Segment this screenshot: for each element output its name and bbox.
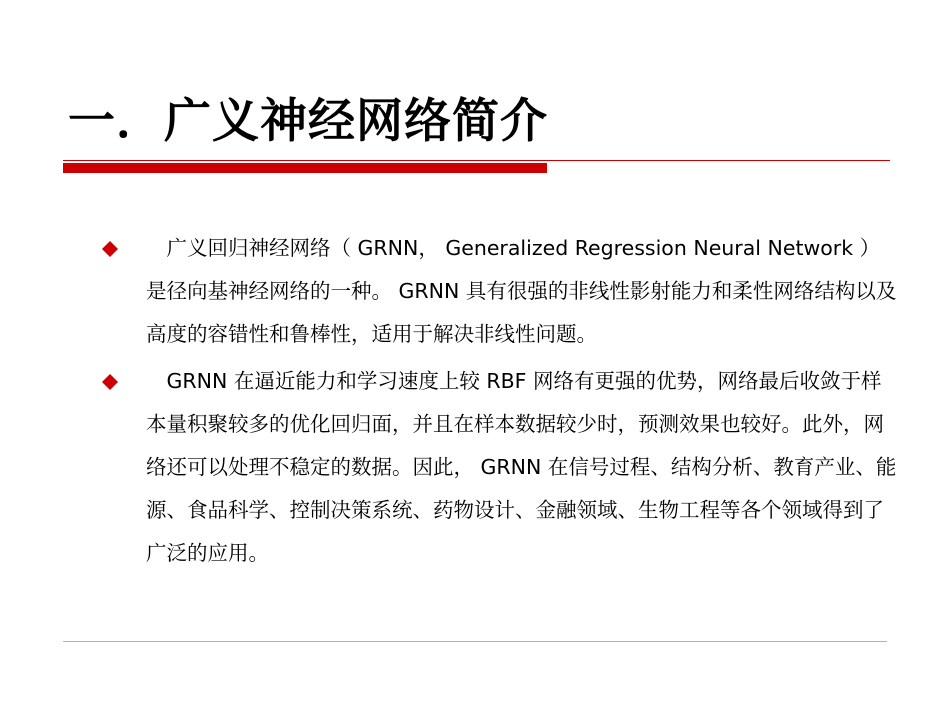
title-underline-thin [63, 160, 890, 161]
footer-divider [63, 641, 887, 642]
bullet-text: GRNN 在逼近能力和学习速度上较 RBF 网络有更强的优势，网络最后收敛于样本量积聚较多的优化回归面，并且在样本数据较少时，预测效果也较好。此外，网络还可以处理不稳定的数据。因此， GRNN 在信号过程、结构分析、教育产业、能源、食品科学、控制决策系统、药物设计、金融领域、生物工程等各个领域得到了广泛的应用。 [146, 369, 897, 565]
bullet-text: 广义回归神经网络（ GRNN， Generalized Regression Neural Network ）是径向基神经网络的一种。 GRNN 具有很强的非线性影射能力和柔性网络结构以及高度的容错性和鲁棒性，适用于解决非线性问题。 [146, 236, 897, 346]
diamond-bullet-icon [98, 227, 122, 270]
bullet-item [98, 360, 898, 575]
diamond-bullet-icon [98, 360, 122, 403]
title-underline-bar [63, 163, 547, 173]
bullet-item [98, 227, 898, 356]
slide-title: 一．广义神经网络简介 [68, 94, 548, 149]
bullet-list [98, 227, 898, 575]
